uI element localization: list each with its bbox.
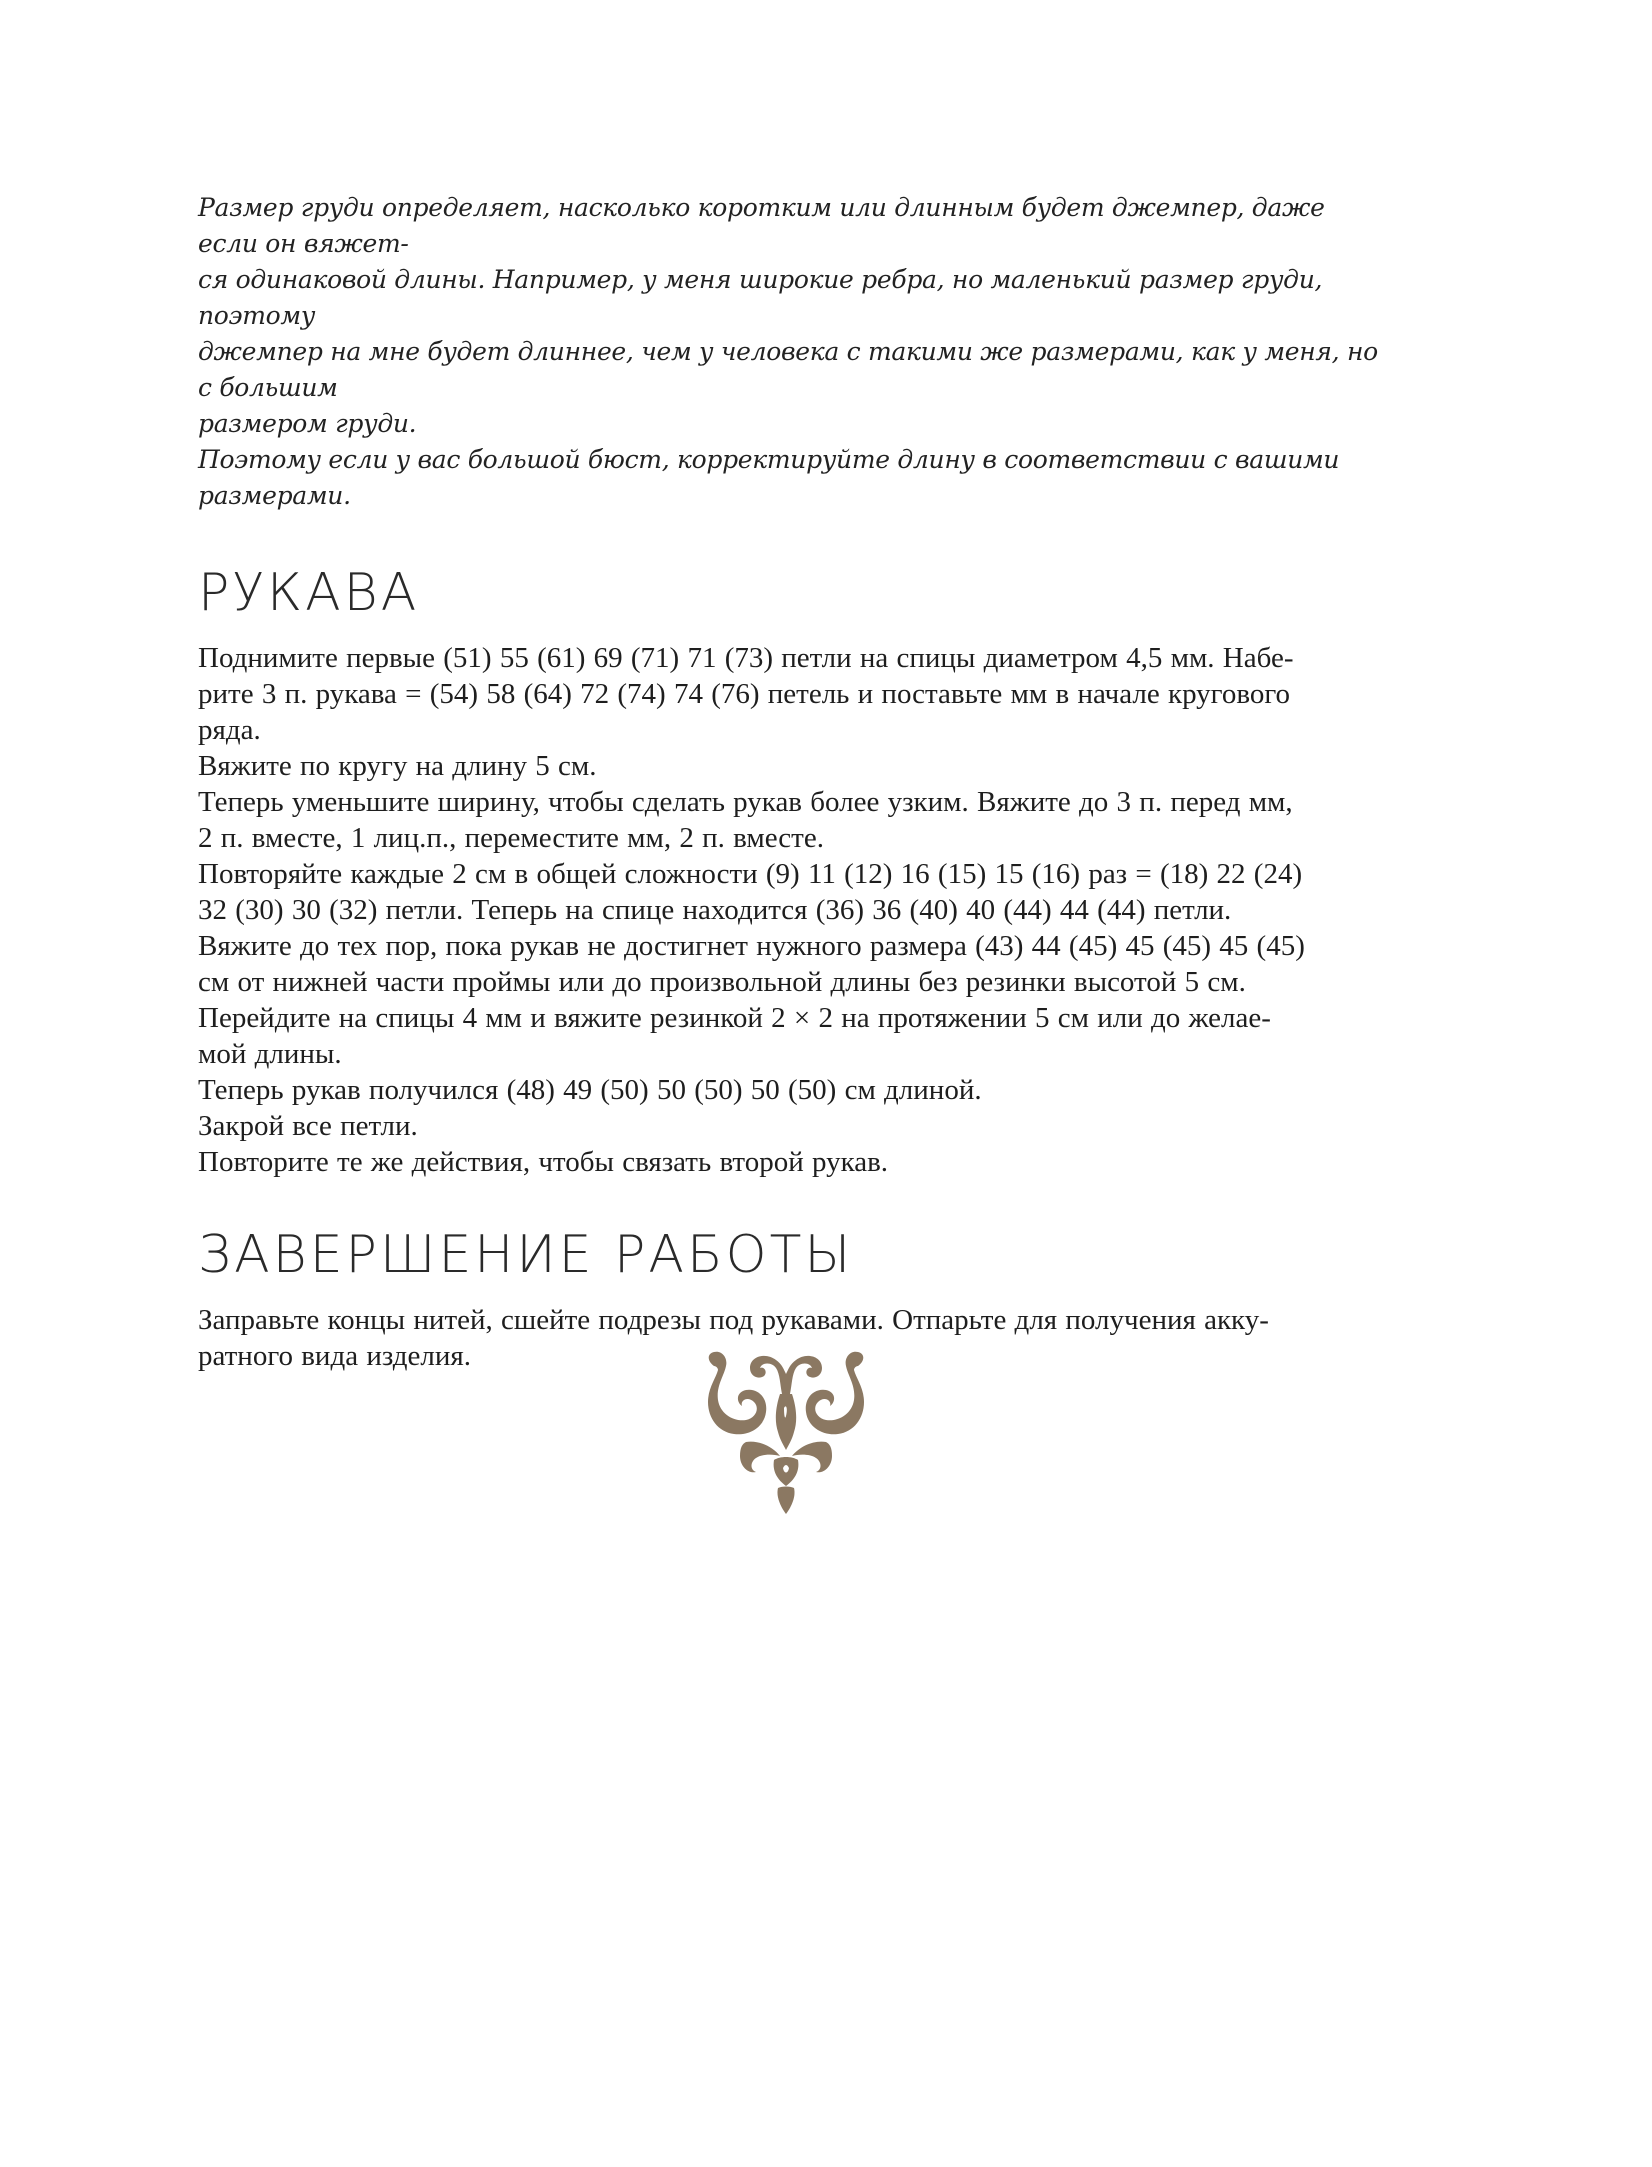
instruction-line: см от нижней части проймы или до произвольной длины без резинки высотой 5 см.: [198, 966, 1246, 998]
intro-line: джемпер на мне будет длиннее, чем у человека с такими же размерами, как у меня, но с большим: [198, 337, 1378, 402]
sleeves-heading: РУКАВА: [198, 563, 420, 623]
instruction-line: 32 (30) 30 (32) петли. Теперь на спице находится (36) 36 (40) 40 (44) 44 (44) петли.: [198, 894, 1232, 926]
instruction-line: 2 п. вместе, 1 лиц.п., переместите мм, 2 п. вместе.: [198, 822, 824, 854]
finishing-heading: ЗАВЕРШЕНИЕ РАБОТЫ: [198, 1225, 854, 1285]
instruction-line: мой длины.: [198, 1038, 342, 1070]
intro-line: ся одинаковой длины. Например, у меня широкие ребра, но маленький размер груди, поэтому: [198, 265, 1323, 330]
instruction-line: ратного вида изделия.: [198, 1340, 471, 1372]
instruction-line: Перейдите на спицы 4 мм и вяжите резинкой 2 × 2 на протяжении 5 см или до желае-: [198, 1002, 1271, 1034]
instruction-line: Заправьте концы нитей, сшейте подрезы под рукавами. Отпарьте для получения акку-: [198, 1304, 1269, 1336]
instruction-line: Повторяйте каждые 2 см в общей сложности (9) 11 (12) 16 (15) 15 (16) раз = (18) 22 (24): [198, 858, 1303, 890]
instruction-line: Вяжите до тех пор, пока рукав не достигнет нужного размера (43) 44 (45) 45 (45) 45 (45): [198, 930, 1305, 962]
instruction-line: рите 3 п. рукава = (54) 58 (64) 72 (74) 74 (76) петель и поставьте мм в начале кругового: [198, 678, 1291, 710]
intro-note: [198, 190, 1378, 514]
intro-line: Поэтому если у вас большой бюст, корректируйте длину в соответствии с вашими размерами.: [198, 445, 1340, 510]
instruction-line: Теперь рукав получился (48) 49 (50) 50 (50) 50 (50) см длиной.: [198, 1074, 982, 1106]
sleeves-instructions: [198, 640, 1378, 1180]
page-content: [198, 190, 1378, 1374]
intro-line: Размер груди определяет, насколько коротким или длинным будет джемпер, даже если он вяжет-: [198, 193, 1325, 258]
decorative-flourish-icon: [706, 1350, 866, 1516]
instruction-line: Поднимите первые (51) 55 (61) 69 (71) 71 (73) петли на спицы диаметром 4,5 мм. Набе-: [198, 642, 1294, 674]
instruction-line: Вяжите по кругу на длину 5 см.: [198, 750, 597, 782]
instruction-line: ряда.: [198, 714, 261, 746]
intro-line: размером груди.: [198, 409, 417, 438]
instruction-line: Закрой все петли.: [198, 1110, 418, 1142]
instruction-line: Теперь уменьшите ширину, чтобы сделать рукав более узким. Вяжите до 3 п. перед мм,: [198, 786, 1293, 818]
instruction-line: Повторите те же действия, чтобы связать второй рукав.: [198, 1146, 889, 1178]
